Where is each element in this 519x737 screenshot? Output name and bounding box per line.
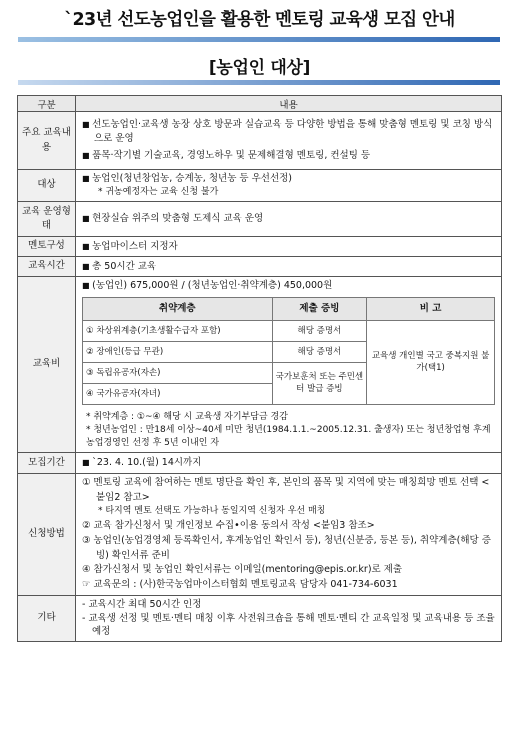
apply-contact: ☞ 교육문의 : (사)한국농업마이스터협회 멘토링교육 담당자 041-734-6031 [82, 579, 398, 591]
row-main-content [18, 112, 502, 170]
content-mentor [76, 237, 502, 257]
inner-header-row [83, 297, 495, 320]
label-etc: 기타 [18, 595, 76, 641]
content-fee [76, 277, 502, 453]
etc-item-1: - 교육시간 최대 50시간 인정 [82, 598, 202, 610]
row-etc [18, 595, 502, 641]
target-item: ■ 농업인(청년창업농, 승계농, 청년농 등 우선선정) [82, 172, 495, 186]
apply-step-1-note: * 타지역 멘토 선택도 가능하나 동일지역 신청자 우선 매칭 [98, 506, 326, 517]
inner-cell-remark: 교육생 개인별 국고 중복지원 불가(택1) [367, 320, 495, 404]
header-category: 구분 [18, 96, 76, 112]
inner-cell-proof: 해당 증명서 [272, 341, 367, 362]
row-operation [18, 202, 502, 237]
label-fee: 교육비 [18, 277, 76, 453]
label-apply: 신청방법 [18, 473, 76, 595]
period-item: ■ `23. 4. 10.(월) 14시까지 [82, 456, 495, 470]
inner-header-group: 취약계층 [83, 297, 273, 320]
content-etc [76, 595, 502, 641]
inner-cell-group: ② 장애인(등급 무관) [83, 341, 273, 362]
inner-cell-group: ③ 독립유공자(자손) [83, 362, 273, 383]
content-main-content [76, 112, 502, 170]
row-apply [18, 473, 502, 595]
table-header-row [18, 96, 502, 112]
label-hours: 교육시간 [18, 257, 76, 277]
content-operation [76, 202, 502, 237]
fee-note-1: * 취약계층 : ①~④ 해당 시 교육생 자기부담금 경감 [86, 411, 288, 422]
page-title: `23년 선도농업인을 활용한 멘토링 교육생 모집 안내 [64, 10, 455, 30]
info-table [17, 95, 502, 642]
inner-header-proof: 제출 증빙 [272, 297, 367, 320]
title-divider [18, 37, 500, 42]
apply-step-4: ④ 참가신청서 및 농업인 확인서류는 이메일(mentoring@epis.or.kr)로 제출 [82, 564, 403, 576]
content-hours [76, 257, 502, 277]
content-target [76, 170, 502, 202]
mentor-item: ■ 농업마이스터 지정자 [82, 240, 495, 254]
fee-note-2: * 청년농업인 : 만18세 이상~40세 미만 청년(1984.1.1.~2005.12.31. 출생자) 또는 청년창업형 후계농업경영인 선정 후 5년 이내인 자 [86, 424, 491, 448]
main-content-item-2: ■ 품목·작기별 기술교육, 경영노하우 및 문제해결형 멘토링, 컨설팅 등 [82, 149, 495, 163]
row-target [18, 170, 502, 202]
vulnerable-group-table [82, 297, 495, 405]
label-target: 대상 [18, 170, 76, 202]
content-apply [76, 473, 502, 595]
etc-item-2: - 교육생 선정 및 멘토·멘티 매칭 이후 사전워크숍을 통해 멘토·멘티 간 교육일정 및 교육내용 등 조율 예정 [82, 612, 495, 638]
row-period [18, 452, 502, 473]
row-fee [18, 277, 502, 453]
row-hours [18, 257, 502, 277]
inner-cell-group: ④ 국가유공자(자녀) [83, 383, 273, 404]
apply-step-3: ③ 농업인(농업경영체 등록확인서, 후계농업인 확인서 등), 청년(신분증, 등본 등), 취약계층(해당 증빙) 확인서류 준비 [82, 535, 491, 561]
apply-step-2: ② 교육 참가신청서 및 개인정보 수집•이용 동의서 작성 <붙임3 참조> [82, 520, 375, 532]
fee-item: ■ (농업인) 675,000원 / (청년농업인·취약계층) 450,000원 [82, 279, 495, 293]
content-period [76, 452, 502, 473]
hours-item: ■ 총 50시간 교육 [82, 260, 495, 274]
header-content: 내용 [76, 96, 502, 112]
apply-step-1: ① 멘토링 교육에 참여하는 멘토 명단을 확인 후, 본인의 품목 및 지역에 맞는 매칭희망 멘토 선택 <붙임2 참고> [82, 476, 490, 503]
main-content-item-1: ■ 선도농업인·교육생 농장 상호 방문과 실습교육 등 다양한 방법을 통해 맞춤형 멘토링 및 코칭 방식으로 운영 [82, 118, 495, 146]
subtitle-divider [18, 80, 500, 85]
label-operation: 교육 운영형태 [18, 202, 76, 237]
inner-cell-proof: 국가보훈처 또는 주민센터 발급 증빙 [272, 362, 367, 404]
label-main-content: 주요 교육내용 [18, 112, 76, 170]
inner-header-remark: 비 고 [367, 297, 495, 320]
table-row [83, 320, 495, 341]
target-note: * 귀농예정자는 교육 신청 불가 [98, 186, 219, 197]
page-subtitle: [농업인 대상] [208, 58, 311, 78]
row-mentor [18, 237, 502, 257]
inner-cell-proof: 해당 증명서 [272, 320, 367, 341]
operation-item: ■ 현장실습 위주의 맞춤형 도제식 교육 운영 [82, 212, 495, 226]
label-mentor: 멘토구성 [18, 237, 76, 257]
label-period: 모집기간 [18, 452, 76, 473]
inner-cell-group: ① 차상위계층(기초생활수급자 포함) [83, 320, 273, 341]
